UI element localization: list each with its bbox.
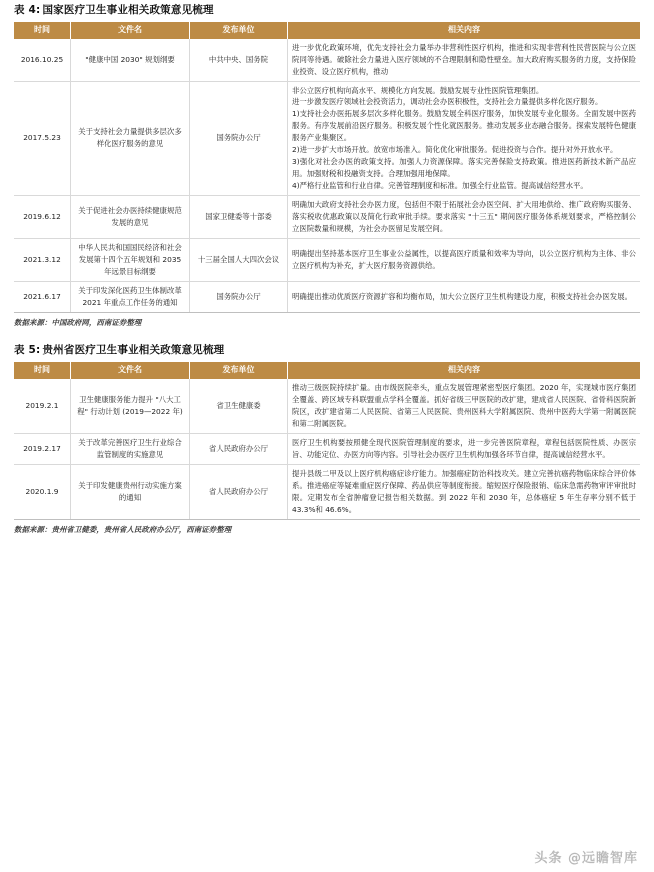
content-paragraph: 推动三级医院持续扩量。由市级医院牵头，重点发展管理紧密型医疗集团。2020 年，实现城市医疗集团全覆盖、跨区域专科联盟重点学科全覆盖。抓好省级三甲医院的改扩建，建成省人民医院、省骨科医院新院区，改扩建省第二人民医院、省第三人民医院、贵州医科大学附属医院、贵州中医药大学第一附属医院和第二附属医院。 bbox=[292, 382, 636, 428]
table-4-caption-title: 国家医疗卫生事业相关政策意见梳理 bbox=[42, 4, 214, 16]
cell-document: 关于印发深化医药卫生体制改革 2021 年重点工作任务的通知 bbox=[71, 282, 190, 313]
cell-time: 2019.2.1 bbox=[14, 379, 71, 433]
content-paragraph: 2)进一步扩大市场开放。放宽市场准入。简化优化审批服务。促进投资与合作。提升对外开放水平。 bbox=[292, 145, 618, 155]
table-5-body bbox=[14, 379, 640, 519]
table-guizhou-policies bbox=[14, 362, 640, 520]
cell-time: 2017.5.23 bbox=[14, 81, 71, 196]
table-5-header-row bbox=[14, 362, 640, 379]
table-5-col-time: 时间 bbox=[14, 362, 71, 379]
table-4-head bbox=[14, 22, 640, 39]
table-row bbox=[14, 39, 640, 81]
cell-time: 2019.2.17 bbox=[14, 433, 71, 464]
table-5-caption-title: 贵州省医疗卫生事业相关政策意见梳理 bbox=[42, 344, 225, 357]
cell-content bbox=[288, 282, 641, 313]
cell-content bbox=[288, 39, 641, 81]
table-4-header-row bbox=[14, 22, 640, 39]
table-5-caption bbox=[14, 345, 640, 357]
content-paragraph: 明确提出推动优质医疗资源扩容和均衡布局，加大公立医疗卫生机构建设力度，积极支持社会办医发展。 bbox=[292, 292, 632, 302]
table-5-source: 数据来源：贵州省卫健委，贵州省人民政府办公厅，西南证券整理 bbox=[14, 524, 232, 534]
table-row bbox=[14, 81, 640, 196]
cell-unit: 十三届全国人大四次会议 bbox=[190, 239, 288, 282]
table-row bbox=[14, 239, 640, 282]
cell-content bbox=[288, 433, 641, 464]
content-paragraph: 3)强化对社会办医的政策支持。加强人力资源保障。落实完善保险支持政策。推进医药新技术新产品应用。加强财税和投融资支持。合理加强用地保障。 bbox=[292, 157, 636, 179]
cell-document: 关于印发健康贵州行动实施方案的通知 bbox=[71, 464, 190, 519]
watermark: 头条 @远瞻智库 bbox=[534, 851, 638, 866]
table-4-col-document: 文件名 bbox=[71, 22, 190, 39]
table-row bbox=[14, 433, 640, 464]
table-4-body bbox=[14, 39, 640, 313]
table-row bbox=[14, 282, 640, 313]
table-5-col-unit: 发布单位 bbox=[190, 362, 288, 379]
table-4-col-time: 时间 bbox=[14, 22, 71, 39]
table-5-col-content: 相关内容 bbox=[288, 362, 641, 379]
content-paragraph: 1)支持社会办医拓展多层次多样化服务。鼓励发展全科医疗服务，加快发展专业化服务。全面发展中医药服务。有序发展前沿医疗服务。积极发展个性化就医服务。推动发展多业态融合服务。探索发展特色健康服务产业集聚区。 bbox=[292, 109, 636, 143]
table-national-policies bbox=[14, 22, 640, 314]
cell-unit: 省人民政府办公厅 bbox=[190, 433, 288, 464]
cell-unit: 省人民政府办公厅 bbox=[190, 464, 288, 519]
cell-time: 2019.6.12 bbox=[14, 196, 71, 239]
cell-content bbox=[288, 239, 641, 282]
cell-content bbox=[288, 379, 641, 433]
content-paragraph: 进一步优化政策环境，优先支持社会力量举办非营利性医疗机构，推进和实现非营利性民营医院与公立医院同等待遇。破除社会力量进入医疗领域的不合理限制和隐性壁垒。加大政府购买服务的力度，支持保险业投资、设立医疗机构，推动 bbox=[292, 42, 636, 76]
cell-unit: 国家卫健委等十部委 bbox=[190, 196, 288, 239]
cell-content bbox=[288, 81, 641, 196]
table-5-col-document: 文件名 bbox=[71, 362, 190, 379]
cell-document: 中华人民共和国国民经济和社会发展第十四个五年规划和 2035 年远景目标纲要 bbox=[71, 239, 190, 282]
cell-content bbox=[288, 464, 641, 519]
table-4-caption-number: 表 4: bbox=[14, 4, 41, 16]
cell-document: 关于支持社会力量提供多层次多样化医疗服务的意见 bbox=[71, 81, 190, 196]
cell-document: 关于促进社会办医持续健康规范发展的意见 bbox=[71, 196, 190, 239]
table-4-col-content: 相关内容 bbox=[288, 22, 641, 39]
table-4-col-unit: 发布单位 bbox=[190, 22, 288, 39]
cell-unit: 中共中央、国务院 bbox=[190, 39, 288, 81]
table-5-caption-number: 表 5: bbox=[14, 344, 41, 357]
cell-content bbox=[288, 196, 641, 239]
table-row bbox=[14, 196, 640, 239]
table-4-caption bbox=[14, 5, 640, 17]
cell-time: 2020.1.9 bbox=[14, 464, 71, 519]
table-row bbox=[14, 464, 640, 519]
cell-document: "健康中国 2030" 规划纲要 bbox=[71, 39, 190, 81]
cell-time: 2021.6.17 bbox=[14, 282, 71, 313]
cell-document: 卫生健康服务能力提升 "八大工程" 行动计划 (2019—2022 年) bbox=[71, 379, 190, 433]
cell-unit: 国务院办公厅 bbox=[190, 282, 288, 313]
cell-time: 2021.3.12 bbox=[14, 239, 71, 282]
content-paragraph: 4)严格行业监管和行业自律。完善管理制度和标准。加强全行业监管。提高诚信经营水平。 bbox=[292, 181, 588, 191]
content-paragraph: 提升县级二甲及以上医疗机构癌症诊疗能力。加强癌症防治科技攻关。建立完善抗癌药物临床综合评价体系。推进癌症等疑难重症医疗保障、药品供应等制度衔接。缩短医疗保险报销、临床急需药物审评审批时限。定期发布全省肿瘤登记报告相关数据。到 2022 年和 2030 年，总体癌症 5 年生存率分别不低于 43.3%和 46.6%。 bbox=[292, 468, 636, 514]
content-paragraph: 非公立医疗机构向高水平、规模化方向发展。鼓励发展专业性医院管理集团。 bbox=[292, 85, 544, 95]
content-paragraph: 进一步激发医疗领域社会投资活力，调动社会办医积极性，支持社会力量提供多样化医疗服务。 bbox=[292, 97, 603, 107]
content-paragraph: 明确加大政府支持社会办医力度，包括但不限于拓展社会办医空间、扩大用地供给、推广政府购买服务、落实税收优惠政策以及简化行政审批手续。要求落实 "十三五" 期间医疗服务体系规划要求，严格控制公立医院数量和规模，为社会办医留足发展空间。 bbox=[292, 200, 636, 234]
content-paragraph: 医疗卫生机构要按照健全现代医院管理制度的要求，进一步完善医院章程，章程包括医院性质、办医宗旨、功能定位、办医方向等内容。引导社会办医疗卫生机构加强各环节自律，提高诚信经营水平。 bbox=[292, 437, 636, 459]
table-gap bbox=[14, 328, 640, 345]
cell-unit: 省卫生健康委 bbox=[190, 379, 288, 433]
table-row bbox=[14, 379, 640, 433]
content-paragraph: 明确提出坚持基本医疗卫生事业公益属性，以提高医疗质量和效率为导向，以公立医疗机构为主体、非公立医疗机构为补充，扩大医疗服务资源供给。 bbox=[292, 249, 636, 271]
table-5-head bbox=[14, 362, 640, 379]
cell-unit: 国务院办公厅 bbox=[190, 81, 288, 196]
cell-time: 2016.10.25 bbox=[14, 39, 71, 81]
cell-document: 关于改革完善医疗卫生行业综合监管制度的实施意见 bbox=[71, 433, 190, 464]
table-4-source: 数据来源：中国政府网，西南证券整理 bbox=[14, 318, 142, 328]
